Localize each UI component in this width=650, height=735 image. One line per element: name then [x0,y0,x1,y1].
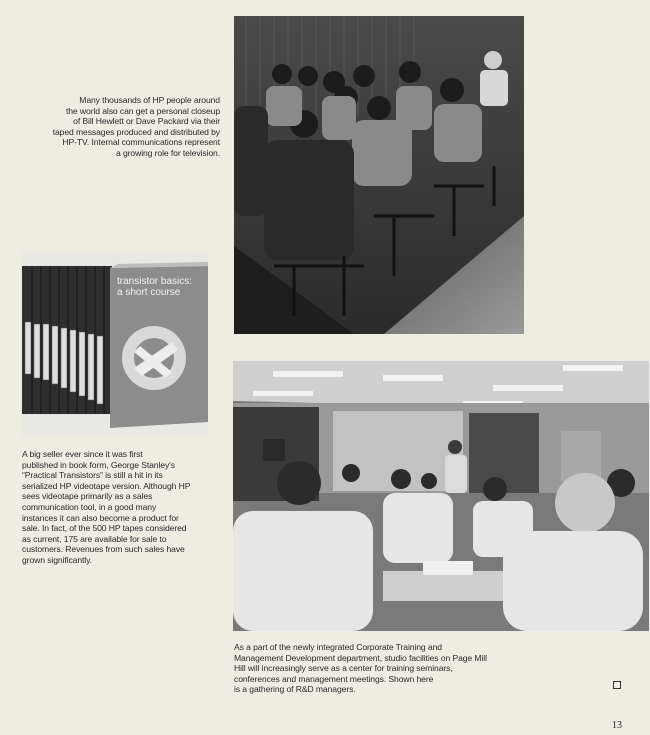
end-of-article-mark [613,681,621,689]
caption-line: is a gathering of R&D managers. [234,684,356,695]
caption-line: communication tool, in a good many [22,501,157,512]
caption-line: serialized HP videotape version. Although HP [22,480,191,491]
caption-line: “Practical Transistors” is still a hit in its [22,470,163,481]
book-title-line-1: transistor basics: [117,276,193,287]
caption-line: instances it can also become a product for [22,512,179,523]
photo-training-classroom [233,361,649,631]
caption-line: A big seller ever since it was first [22,449,143,459]
caption-line: Hill will increasingly serve as a center for training seminars, [234,663,453,674]
book-title-line-2: a short course [117,287,181,298]
page-number: 13 [612,720,622,731]
photo-hp-tv-audience [234,16,524,334]
caption-line: grown significantly. [22,554,92,565]
book-cover-title [117,276,192,298]
caption-line: published in book form, George Stanley's [22,459,175,470]
caption-line: sees videotape primarily as a sales [22,491,153,502]
caption-line: As a part of the newly integrated Corporate Training and [234,642,442,652]
caption-line: taped messages produced and distributed by [52,126,220,137]
caption-line: conferences and management meetings. Shown here [234,673,434,684]
caption-line: the world also can get a personal closeup [65,105,220,116]
caption-corporate-training [234,642,564,695]
caption-practical-transistors [22,449,232,566]
photo-transistor-basics-tapes [22,252,208,436]
caption-line: of Bill Hewlett or Dave Packard via their [73,116,220,127]
caption-hp-tv [40,95,220,159]
caption-line: a growing role for television. [116,147,220,158]
caption-line: HP-TV. Internal communications represent [62,137,220,148]
caption-line: customers. Revenues from such sales have [22,544,185,555]
caption-line: as current, 175 are available for sale to [22,533,167,544]
caption-line: Management Development department, studio facilities on Page Mill [234,652,487,663]
caption-line: sale. In fact, of the 500 HP tapes considered [22,523,187,534]
caption-line: Many thousands of HP people around [79,95,220,105]
